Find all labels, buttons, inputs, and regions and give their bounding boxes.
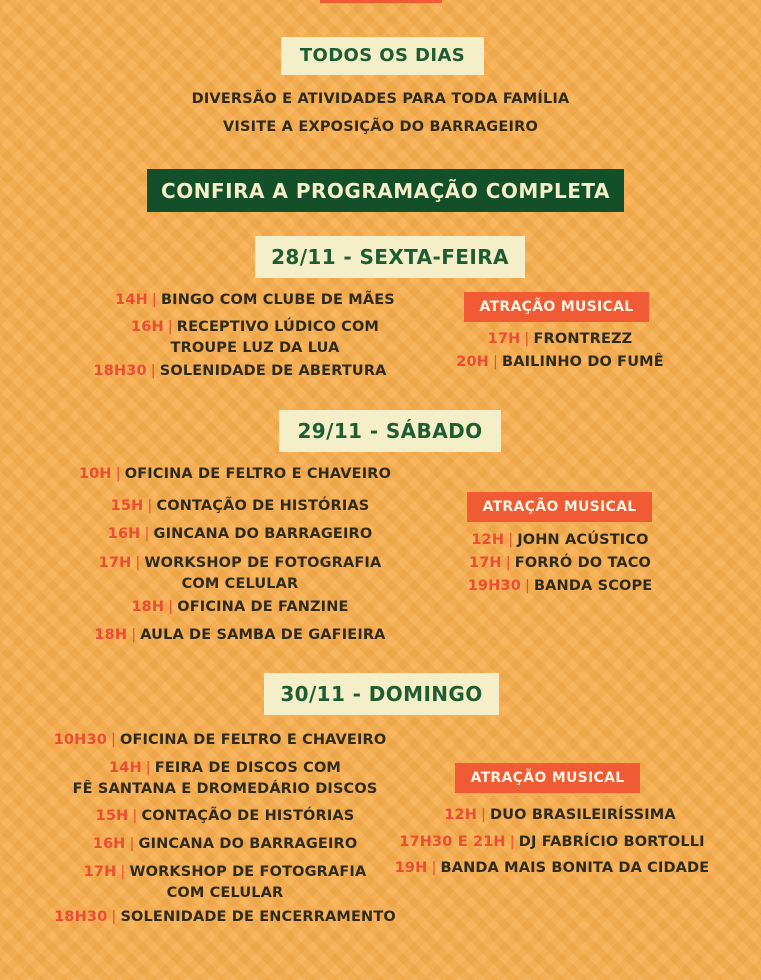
atracao-musical-label-day3: ATRAÇÃO MUSICAL [455, 763, 640, 793]
todos-line-2: VISITE A EXPOSIÇÃO DO BARRAGEIRO [222, 119, 538, 135]
event-row: 18H30 | SOLENIDADE DE ABERTURA [93, 363, 387, 379]
todos-os-dias-label: TODOS OS DIAS [281, 37, 484, 75]
event-row: 16H | RECEPTIVO LÚDICO COM TROUPE LUZ DA LUA [130, 319, 380, 356]
atracao-musical-label-day1: ATRAÇÃO MUSICAL [464, 292, 649, 322]
confira-programacao-banner: CONFIRA A PROGRAMAÇÃO COMPLETA [147, 169, 624, 212]
event-row: 10H | OFICINA DE FELTRO E CHAVEIRO [78, 466, 392, 482]
music-row: 20H | BAILINHO DO FUMÊ [456, 354, 664, 370]
music-row: 12H | DUO BRASILEIRÍSSIMA [444, 807, 676, 823]
event-row: 18H | AULA DE SAMBA DE GAFIEIRA [94, 627, 386, 643]
atracao-musical-label-day2: ATRAÇÃO MUSICAL [467, 492, 652, 522]
todos-line-1: DIVERSÃO E ATIVIDADES PARA TODA FAMÍLIA [191, 91, 570, 107]
music-row: 17H | FRONTREZZ [487, 331, 633, 347]
event-row: 16H | GINCANA DO BARRAGEIRO [107, 526, 373, 542]
music-row: 12H | JOHN ACÚSTICO [471, 532, 649, 548]
event-row: 17H | WORKSHOP DE FOTOGRAFIA COM CELULAR [98, 555, 382, 592]
event-row: 14H | BINGO COM CLUBE DE MÃES [115, 292, 395, 308]
event-row: 18H30 | SOLENIDADE DE ENCERRAMENTO [54, 909, 396, 925]
music-row: 19H30 | BANDA SCOPE [467, 578, 653, 594]
event-row: 14H | FEIRA DE DISCOS COM FÊ SANTANA E DROMEDÁRIO DISCOS [72, 760, 378, 797]
top-decoration-bar [320, 0, 442, 3]
event-row: 18H | OFICINA DE FANZINE [131, 599, 349, 615]
music-row: 19H | BANDA MAIS BONITA DA CIDADE [394, 860, 710, 876]
music-row: 17H | FORRÓ DO TACO [468, 555, 652, 571]
music-row: 17H30 E 21H | DJ FABRÍCIO BORTOLLI [399, 834, 705, 850]
event-row: 17H | WORKSHOP DE FOTOGRAFIA COM CELULAR [83, 864, 367, 901]
event-row: 16H | GINCANA DO BARRAGEIRO [92, 836, 358, 852]
day-title-30-11: 30/11 - DOMINGO [264, 673, 499, 715]
event-row: 15H | CONTAÇÃO DE HISTÓRIAS [110, 498, 370, 514]
day-title-28-11: 28/11 - SEXTA-FEIRA [255, 236, 525, 278]
event-row: 10H30 | OFICINA DE FELTRO E CHAVEIRO [53, 732, 387, 748]
day-title-29-11: 29/11 - SÁBADO [279, 410, 501, 452]
event-row: 15H | CONTAÇÃO DE HISTÓRIAS [95, 808, 355, 824]
